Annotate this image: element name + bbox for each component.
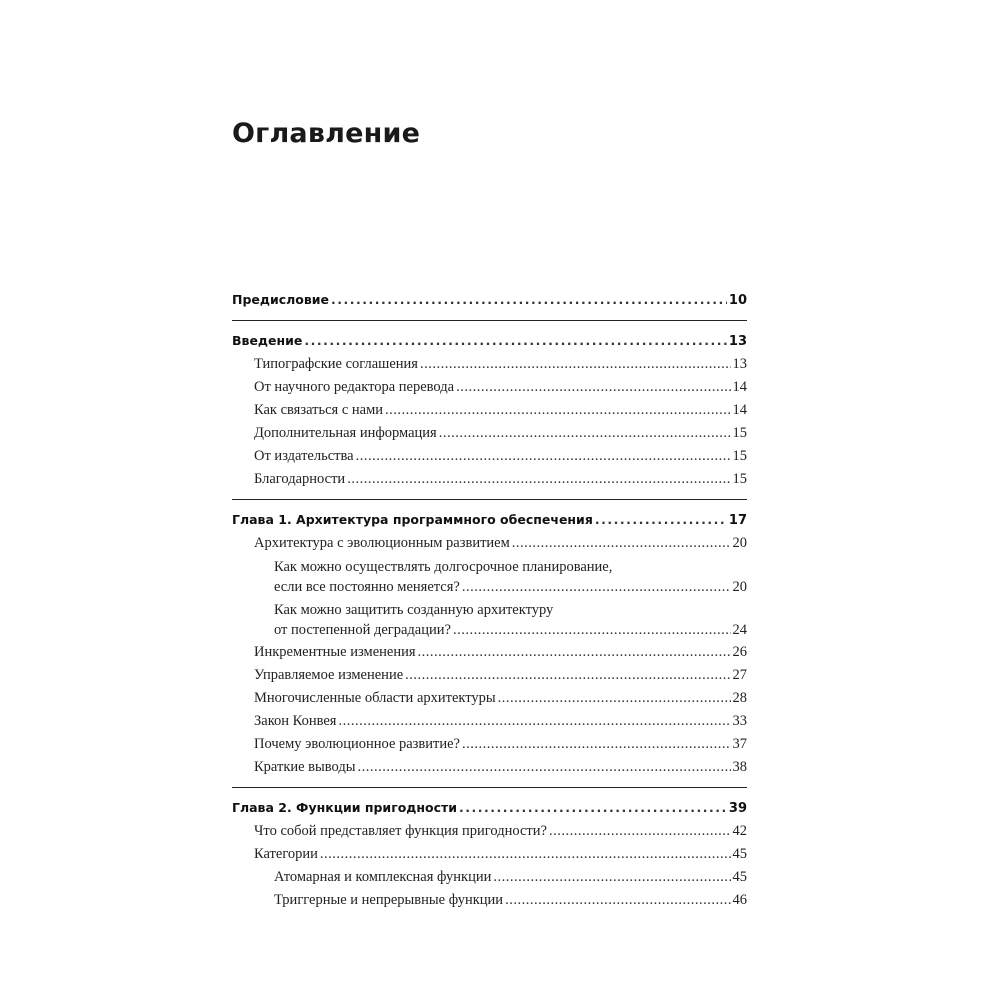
- toc-page-number: 27: [732, 667, 747, 683]
- toc-entry-title-continued: если все постоянно меняется?: [274, 579, 460, 595]
- toc-section-entry[interactable]: [232, 468, 747, 491]
- toc-page-number: 42: [732, 823, 747, 839]
- toc-entry-title: Что собой представляет функция пригодности?: [254, 823, 547, 839]
- table-of-contents: [232, 284, 747, 920]
- toc-entry-title: Введение: [232, 333, 303, 348]
- toc-entry-title: Триггерные и непрерывные функции: [274, 892, 504, 908]
- toc-chapter-entry[interactable]: [232, 288, 747, 312]
- toc-entry-title: Многочисленные области архитектуры: [254, 690, 496, 706]
- toc-entry-title: Глава 2. Функции пригодности: [232, 800, 458, 815]
- dot-leader: [405, 664, 730, 687]
- toc-page-number: 20: [732, 579, 747, 595]
- toc-section-entry[interactable]: [232, 399, 747, 422]
- toc-page-number: 17: [728, 513, 747, 528]
- dot-leader: [439, 422, 731, 445]
- toc-entry-title-continued: от постепенной деградации?: [274, 622, 451, 638]
- toc-section-entry[interactable]: [232, 843, 747, 866]
- toc-chapter-entry[interactable]: [232, 508, 747, 532]
- dot-leader: [385, 399, 730, 422]
- toc-chapter-section: [232, 787, 747, 920]
- toc-section-entry[interactable]: [232, 641, 747, 664]
- toc-entry-title: Краткие выводы: [254, 759, 356, 775]
- toc-entry-title: Предисловие: [232, 292, 330, 307]
- toc-entry-title: Инкрементные изменения: [254, 644, 416, 660]
- toc-page-number: 20: [732, 535, 747, 551]
- toc-section-entry[interactable]: [232, 353, 747, 376]
- dot-leader: [549, 820, 731, 843]
- dot-leader: [493, 866, 730, 889]
- toc-subsection-entry[interactable]: [232, 866, 747, 889]
- toc-subsection-entry[interactable]: [232, 889, 747, 912]
- dot-leader: [357, 756, 730, 779]
- toc-section-entry[interactable]: [232, 820, 747, 843]
- toc-page-number: 28: [732, 690, 747, 706]
- toc-page-number: 45: [732, 869, 747, 885]
- toc-chapter-section: [232, 284, 747, 320]
- dot-leader: [338, 710, 730, 733]
- toc-section-entry[interactable]: [232, 532, 747, 555]
- toc-page-number: 24: [732, 622, 747, 638]
- dot-leader: [595, 508, 727, 532]
- toc-page-number: 13: [728, 334, 747, 349]
- toc-page-number: 15: [732, 448, 747, 464]
- toc-entry-title: Дополнительная информация: [254, 425, 437, 441]
- toc-entry-title: Управляемое изменение: [254, 667, 404, 683]
- toc-entry-title: Как можно защитить созданную архитектуру: [274, 602, 554, 618]
- page-title: Оглавление: [232, 118, 421, 149]
- dot-leader: [505, 889, 730, 912]
- toc-page-number: 14: [732, 379, 747, 395]
- toc-page-number: 45: [732, 846, 747, 862]
- toc-page-number: 15: [732, 425, 747, 441]
- toc-page-number: 39: [728, 801, 747, 816]
- toc-page-number: 46: [732, 892, 747, 908]
- toc-section-entry[interactable]: [232, 664, 747, 687]
- toc-entry-title: Как связаться с нами: [254, 402, 384, 418]
- dot-leader: [456, 376, 730, 399]
- toc-page-number: 38: [732, 759, 747, 775]
- dot-leader: [304, 329, 727, 353]
- dot-leader: [347, 468, 730, 491]
- toc-section-entry[interactable]: [232, 422, 747, 445]
- dot-leader: [331, 288, 727, 312]
- dot-leader: [512, 532, 731, 555]
- toc-chapter-section: [232, 499, 747, 787]
- toc-section-entry[interactable]: [232, 445, 747, 468]
- toc-entry-title: Архитектура с эволюционным развитием: [254, 535, 510, 551]
- toc-page-number: 37: [732, 736, 747, 752]
- dot-leader: [420, 353, 731, 376]
- toc-subsection-entry[interactable]: [232, 555, 747, 598]
- toc-entry-title: Закон Конвея: [254, 713, 337, 729]
- dot-leader: [320, 843, 731, 866]
- toc-entry-title: Атомарная и комплексная функции: [274, 869, 492, 885]
- toc-entry-title: Как можно осуществлять долгосрочное планирование,: [274, 559, 613, 575]
- toc-section-entry[interactable]: [232, 733, 747, 756]
- toc-entry-title: Благодарности: [254, 471, 346, 487]
- dot-leader: [462, 733, 731, 756]
- toc-entry-title: Почему эволюционное развитие?: [254, 736, 460, 752]
- dot-leader: [459, 796, 727, 820]
- toc-page-number: 33: [732, 713, 747, 729]
- toc-chapter-entry[interactable]: [232, 796, 747, 820]
- toc-page-number: 14: [732, 402, 747, 418]
- toc-chapter-section: [232, 320, 747, 499]
- toc-entry-title: Глава 1. Архитектура программного обеспечения: [232, 512, 593, 527]
- toc-section-entry[interactable]: [232, 756, 747, 779]
- dot-leader: [418, 641, 731, 664]
- toc-section-entry[interactable]: [232, 376, 747, 399]
- toc-page-number: 15: [732, 471, 747, 487]
- toc-chapter-entry[interactable]: [232, 329, 747, 353]
- toc-page-number: 26: [732, 644, 747, 660]
- toc-entry-title: От издательства: [254, 448, 354, 464]
- toc-page-number: 10: [728, 293, 747, 308]
- toc-section-entry[interactable]: [232, 687, 747, 710]
- toc-entry-title: От научного редактора перевода: [254, 379, 455, 395]
- toc-entry-title: Категории: [254, 846, 318, 862]
- toc-page-number: 13: [732, 356, 747, 372]
- dot-leader: [462, 577, 731, 597]
- dot-leader: [356, 445, 731, 468]
- dot-leader: [453, 620, 731, 640]
- toc-entry-title: Типографские соглашения: [254, 356, 418, 372]
- dot-leader: [498, 687, 731, 710]
- toc-subsection-entry[interactable]: [232, 598, 747, 641]
- toc-section-entry[interactable]: [232, 710, 747, 733]
